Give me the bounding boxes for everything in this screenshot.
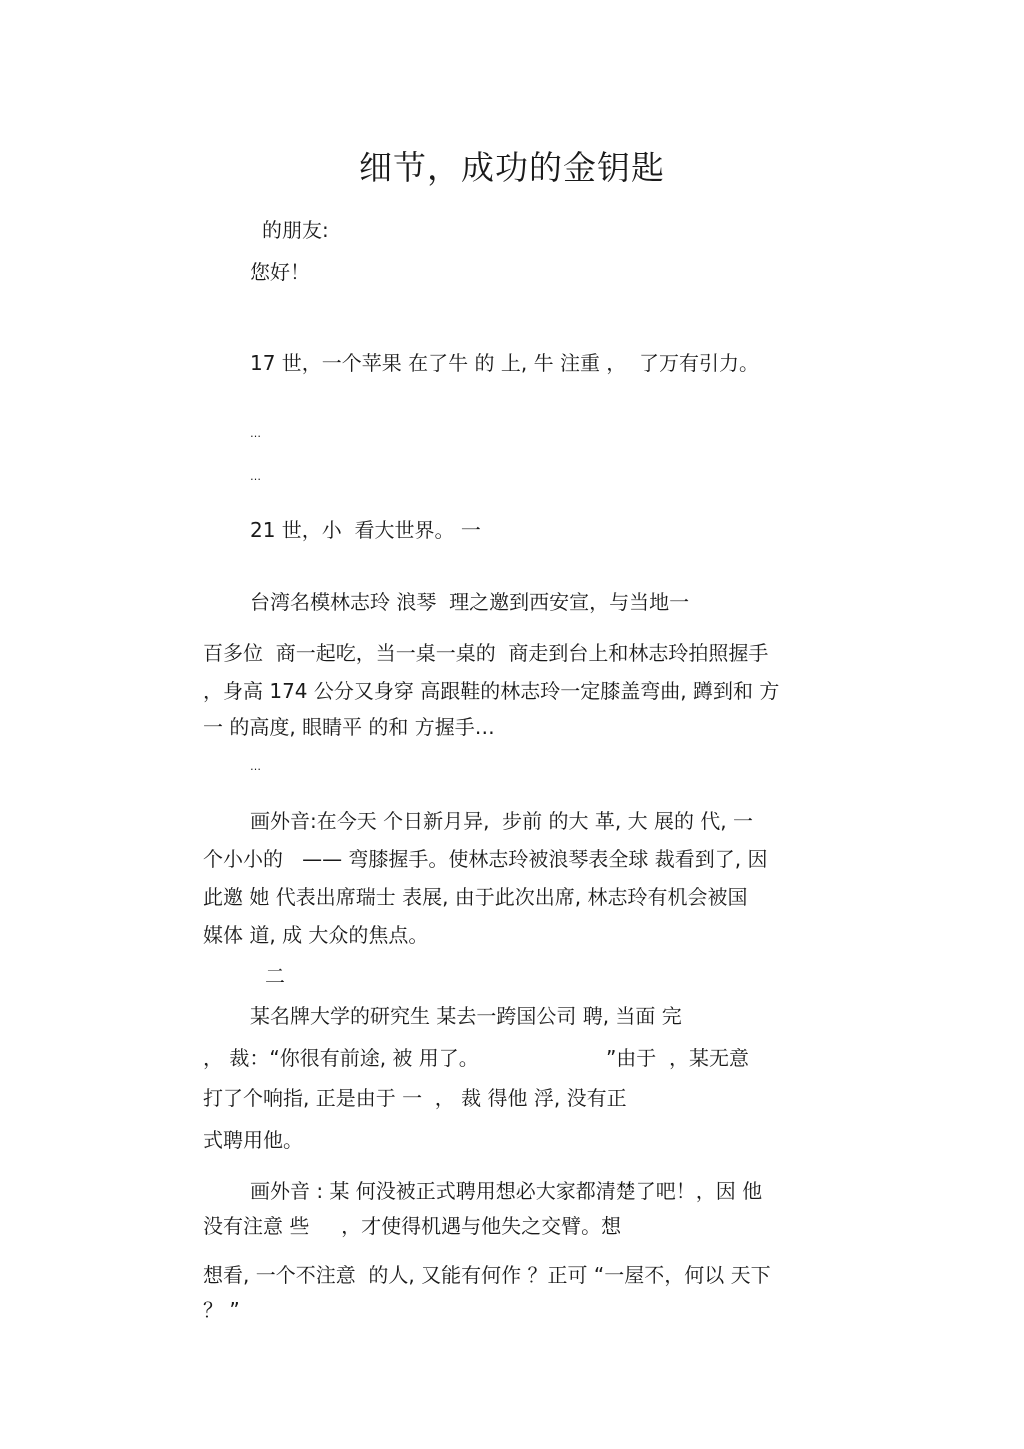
paragraph-line: 画外音:在今天 个日新月异, 步前 的大 革, 大 展的 代, 一 xyxy=(250,809,754,833)
paragraph-line: 一 的高度, 眼睛平 的和 方握手… xyxy=(203,715,495,739)
paragraph-line: 想看, 一个不注意 的人, 又能有何作 ？正可 “一屋不，何以 天下 xyxy=(203,1263,771,1287)
document-title: 细节，成功的金钥匙 xyxy=(359,148,665,188)
section-number: 二 xyxy=(265,964,285,988)
ellipsis-line: … xyxy=(250,760,261,773)
paragraph-line: 媒体 道, 成 大众的焦点。 xyxy=(203,923,429,947)
paragraph-line: 21 世，小 看大世界。 一 xyxy=(250,518,481,542)
paragraph-line: 此邀 她 代表出席瑞士 表展, 由于此次出席, 林志玲有机会被国 xyxy=(203,885,748,909)
paragraph-line: ， 裁：“你很有前途, 被 用了。 ”由于 ，某无意 xyxy=(203,1046,750,1070)
salutation-line: 的朋友: xyxy=(262,218,329,242)
paragraph-line: 式聘用他。 xyxy=(203,1128,303,1152)
paragraph-line: 画外音 : 某 何没被正式聘用想必大家都清楚了吧！，因 他 xyxy=(250,1179,763,1203)
paragraph-line: 没有注意 些 ，才使得机遇与他失之交臂。想 xyxy=(203,1214,622,1238)
paragraph-line: 百多位 商一起吃，当一桌一桌的 商走到台上和林志玲拍照握手 xyxy=(203,641,769,665)
ellipsis-line: … xyxy=(250,427,261,440)
paragraph-line: 打了个响指, 正是由于 一 ， 裁 得他 浮, 没有正 xyxy=(203,1086,627,1110)
paragraph-line: 台湾名模林志玲 浪琴 理之邀到西安宣，与当地一 xyxy=(250,590,690,614)
paragraph-line: ，身高 174 公分又身穿 高跟鞋的林志玲一定膝盖弯曲, 蹲到和 方 xyxy=(203,679,780,703)
paragraph-line: 某名牌大学的研究生 某去一跨国公司 聘, 当面 完 xyxy=(250,1004,682,1028)
paragraph-line: ？ ” xyxy=(203,1298,240,1322)
paragraph-line: 17 世，一个苹果 在了牛 的 上, 牛 注重 ， 了万有引力。 xyxy=(250,351,760,375)
paragraph-line: 个小小的 —— 弯膝握手。使林志玲被浪琴表全球 裁看到了, 因 xyxy=(203,847,768,871)
ellipsis-line: … xyxy=(250,470,261,483)
greeting-line: 您好！ xyxy=(250,260,310,284)
